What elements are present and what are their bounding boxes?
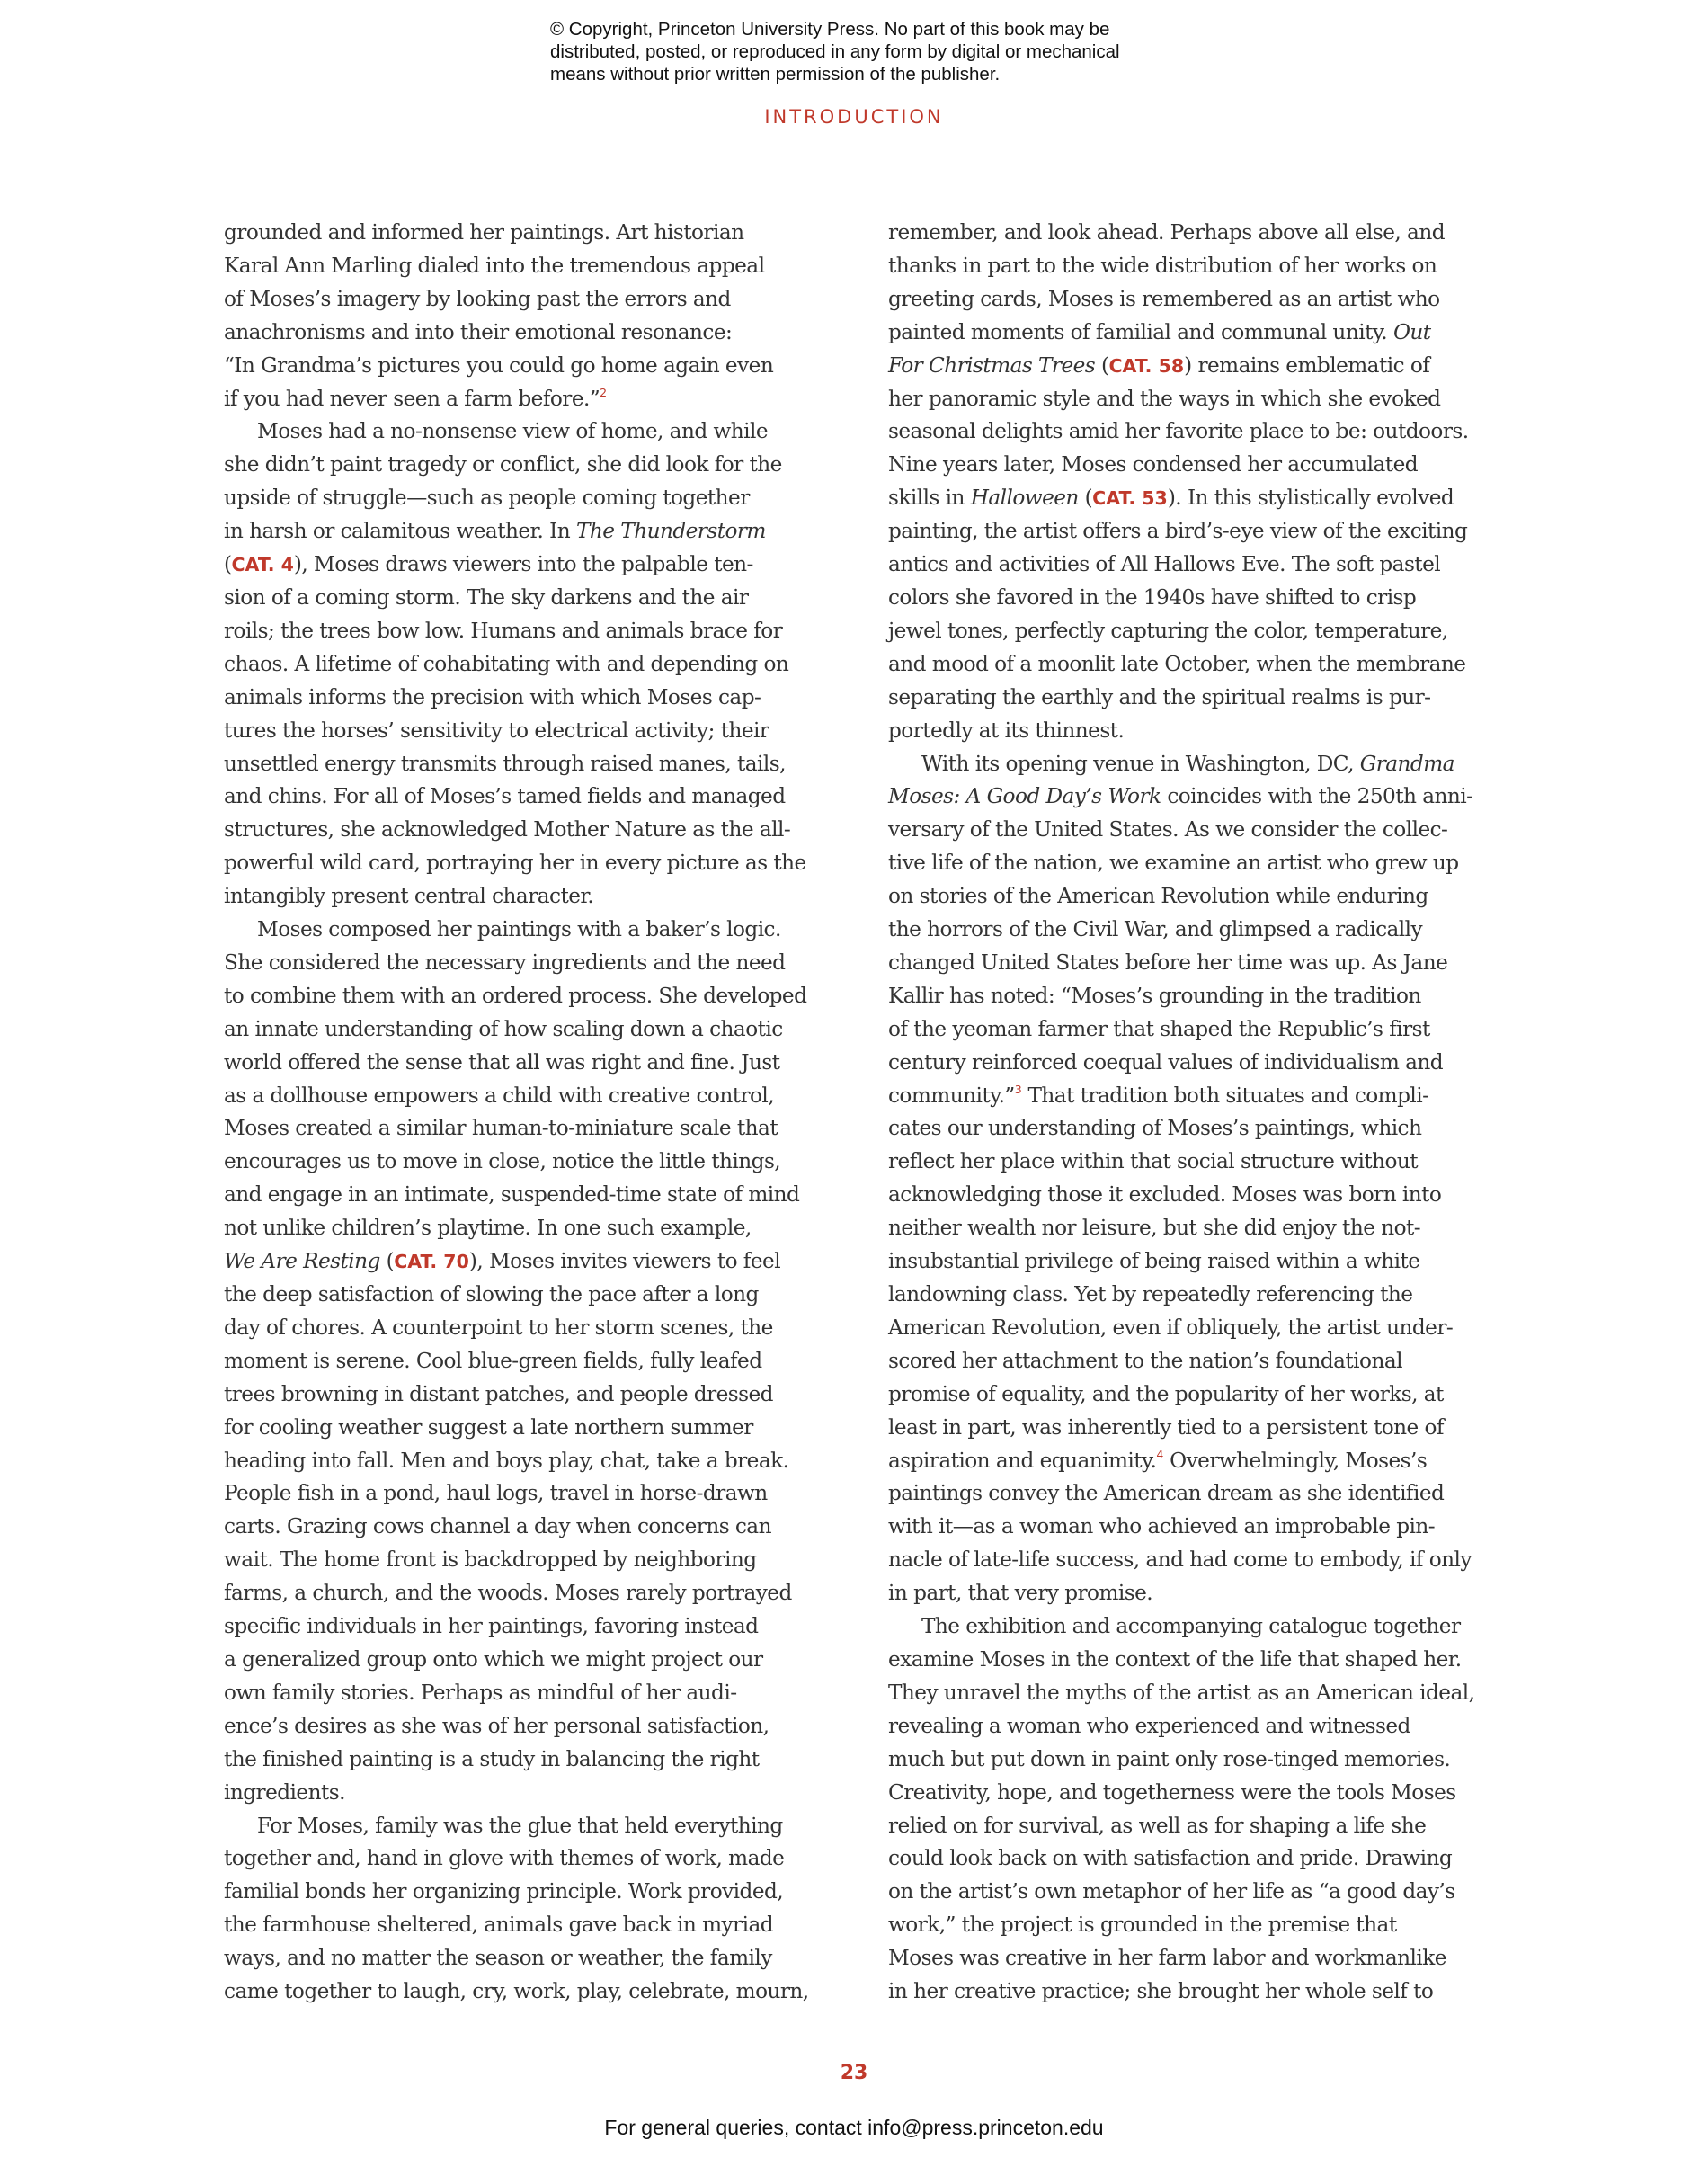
text-line bbox=[888, 1212, 1508, 1245]
text-line bbox=[888, 1080, 1508, 1113]
text-segment: revealing a woman who experienced and witnessed bbox=[888, 1713, 1410, 1738]
text-segment: antics and activities of All Hallows Eve. The soft pastel bbox=[888, 552, 1441, 577]
text-line bbox=[888, 1412, 1508, 1445]
text-line bbox=[888, 283, 1508, 317]
text-segment: examine Moses in the context of the life that shaped her. bbox=[888, 1646, 1462, 1672]
text-segment: not unlike children’s playtime. In one such example, bbox=[224, 1216, 752, 1241]
text-line bbox=[224, 847, 844, 880]
text-line bbox=[888, 515, 1508, 548]
text-line bbox=[888, 1146, 1508, 1179]
text-line bbox=[888, 415, 1508, 449]
text-line bbox=[224, 1212, 844, 1245]
text-segment: separating the earthly and the spiritual realms is pur- bbox=[888, 684, 1431, 709]
text-segment: relied on for survival, as well as for shaping a life she bbox=[888, 1813, 1427, 1838]
text-line bbox=[224, 1677, 844, 1710]
text-line bbox=[888, 1279, 1508, 1312]
text-segment: Karal Ann Marling dialed into the tremendous appeal bbox=[224, 253, 765, 278]
text-segment: in her creative practice; she brought her whole self to bbox=[888, 1979, 1434, 2004]
text-segment: roils; the trees bow low. Humans and animals brace for bbox=[224, 618, 783, 643]
text-line bbox=[888, 1112, 1508, 1146]
text-line bbox=[224, 1544, 844, 1577]
text-segment: nacle of late-life success, and had come to embody, if only bbox=[888, 1547, 1472, 1573]
text-line bbox=[888, 1810, 1508, 1843]
text-line bbox=[224, 1710, 844, 1743]
text-segment: colors she favored in the 1940s have shifted to crisp bbox=[888, 584, 1417, 610]
text-segment: ( bbox=[1078, 486, 1093, 511]
text-segment: much but put down in paint only rose-tinged memories. bbox=[888, 1746, 1451, 1771]
text-line bbox=[224, 682, 844, 715]
text-segment: the deep satisfaction of slowing the pace after a long bbox=[224, 1282, 759, 1306]
text-segment: For Moses, family was the glue that held everything bbox=[257, 1813, 783, 1838]
text-line bbox=[888, 914, 1508, 947]
text-segment: ways, and no matter the season or weather, the family bbox=[224, 1946, 772, 1971]
text-line bbox=[224, 1644, 844, 1677]
text-segment: wait. The home front is backdropped by neighboring bbox=[224, 1547, 757, 1573]
text-segment: Overwhelmingly, Moses’s bbox=[1163, 1448, 1428, 1473]
text-line bbox=[224, 217, 844, 250]
text-segment: the finished painting is a study in balancing the right bbox=[224, 1746, 760, 1771]
text-segment: intangibly present central character. bbox=[224, 884, 594, 909]
text-segment: in part, that very promise. bbox=[888, 1581, 1153, 1606]
text-segment: day of chores. A counterpoint to her storm scenes, the bbox=[224, 1315, 773, 1340]
text-line bbox=[888, 847, 1508, 880]
text-line bbox=[888, 648, 1508, 682]
text-segment: American Revolution, even if obliquely, the artist under- bbox=[888, 1315, 1454, 1340]
text-line bbox=[224, 548, 844, 582]
text-line bbox=[224, 1312, 844, 1345]
text-line bbox=[224, 317, 844, 350]
text-line bbox=[224, 1013, 844, 1047]
text-segment: moment is serene. Cool blue-green fields, fully leafed bbox=[224, 1348, 762, 1373]
text-segment: The exhibition and accompanying catalogue together bbox=[921, 1614, 1461, 1639]
text-line bbox=[888, 1942, 1508, 1975]
text-segment: came together to laugh, cry, work, play, celebrate, mourn, bbox=[224, 1979, 809, 2004]
text-segment: she didn’t paint tragedy or conflict, she did look for the bbox=[224, 452, 782, 477]
text-segment: That tradition both situates and compli- bbox=[1021, 1083, 1429, 1108]
catalogue-reference[interactable]: CAT. 70 bbox=[394, 1251, 469, 1273]
text-line bbox=[888, 682, 1508, 715]
text-segment: on stories of the American Revolution while enduring bbox=[888, 884, 1428, 909]
text-segment: community.” bbox=[888, 1083, 1015, 1108]
text-line bbox=[888, 383, 1508, 416]
text-segment: grounded and informed her paintings. Art historian bbox=[224, 220, 744, 245]
text-segment: as a dollhouse empowers a child with creative control, bbox=[224, 1083, 775, 1108]
text-segment: tive life of the nation, we examine an artist who grew up bbox=[888, 851, 1459, 876]
text-segment: coincides with the 250th anni- bbox=[1161, 784, 1473, 809]
text-segment: trees browning in distant patches, and people dressed bbox=[224, 1381, 773, 1406]
text-line bbox=[888, 482, 1508, 515]
text-segment: Kallir has noted: “Moses’s grounding in the tradition bbox=[888, 983, 1421, 1008]
text-segment: acknowledging those it excluded. Moses was born into bbox=[888, 1182, 1442, 1208]
text-line bbox=[224, 980, 844, 1013]
text-line bbox=[888, 1909, 1508, 1942]
text-segment: chaos. A lifetime of cohabitating with and depending on bbox=[224, 651, 789, 676]
text-line bbox=[888, 1842, 1508, 1876]
text-line bbox=[224, 1777, 844, 1810]
text-segment: Creativity, hope, and togetherness were the tools Moses bbox=[888, 1779, 1456, 1805]
text-segment: ( bbox=[224, 552, 232, 577]
text-segment: world offered the sense that all was right and fine. Just bbox=[224, 1049, 780, 1075]
text-segment: in harsh or calamitous weather. In bbox=[224, 519, 576, 544]
text-line bbox=[224, 1876, 844, 1909]
text-segment: seasonal delights amid her favorite place to be: outdoors. bbox=[888, 419, 1469, 444]
text-line bbox=[224, 1146, 844, 1179]
text-line bbox=[224, 582, 844, 615]
text-segment: ence’s desires as she was of her personal satisfaction, bbox=[224, 1713, 769, 1738]
text-segment: Moses created a similar human-to-miniature scale that bbox=[224, 1116, 778, 1141]
text-line bbox=[224, 1345, 844, 1378]
text-segment: if you had never seen a farm before.” bbox=[224, 386, 600, 411]
text-segment: promise of equality, and the popularity of her works, at bbox=[888, 1381, 1444, 1406]
text-line bbox=[888, 1312, 1508, 1345]
text-segment: century reinforced coequal values of individualism and bbox=[888, 1049, 1444, 1075]
text-segment: They unravel the myths of the artist as an American ideal, bbox=[888, 1680, 1475, 1705]
text-line bbox=[888, 1445, 1508, 1478]
text-segment: her panoramic style and the ways in which she evoked bbox=[888, 386, 1441, 411]
text-segment: Nine years later, Moses condensed her accumulated bbox=[888, 452, 1419, 477]
text-line bbox=[224, 250, 844, 283]
text-line bbox=[224, 1245, 844, 1279]
text-line bbox=[888, 217, 1508, 250]
text-segment: tures the horses’ sensitivity to electrical activity; their bbox=[224, 718, 769, 743]
text-segment: to combine them with an ordered process. She developed bbox=[224, 983, 807, 1008]
catalogue-reference[interactable]: CAT. 4 bbox=[231, 554, 294, 576]
text-segment: unsettled energy transmits through raised manes, tails, bbox=[224, 751, 786, 776]
text-segment: together and, hand in glove with themes of work, made bbox=[224, 1846, 785, 1871]
text-line bbox=[224, 715, 844, 748]
copyright-line: distributed, posted, or reproduced in any form by digital or mechanical bbox=[550, 41, 1120, 62]
text-line bbox=[224, 482, 844, 515]
text-line bbox=[888, 814, 1508, 847]
text-line bbox=[888, 1677, 1508, 1710]
text-segment: ), Moses draws viewers into the palpable ten- bbox=[293, 552, 753, 577]
copyright-line: means without prior written permission of the publisher. bbox=[550, 64, 1001, 85]
text-segment: aspiration and equanimity. bbox=[888, 1448, 1157, 1473]
text-segment: ( bbox=[379, 1249, 395, 1274]
text-line bbox=[224, 814, 844, 847]
text-line bbox=[224, 780, 844, 814]
text-segment: reflect her place within that social structure without bbox=[888, 1149, 1419, 1174]
text-segment: of the yeoman farmer that shaped the Republic’s first bbox=[888, 1016, 1430, 1041]
text-line bbox=[224, 947, 844, 980]
text-line bbox=[888, 1743, 1508, 1777]
text-segment: painted moments of familial and communal unity. bbox=[888, 319, 1393, 344]
text-line bbox=[224, 1279, 844, 1312]
text-segment: the farmhouse sheltered, animals gave back in myriad bbox=[224, 1913, 774, 1938]
text-line bbox=[224, 1909, 844, 1942]
copyright-notice bbox=[550, 18, 1179, 85]
text-segment: and mood of a moonlit late October, when the membrane bbox=[888, 651, 1466, 676]
text-segment: and engage in an intimate, suspended-time state of mind bbox=[224, 1182, 800, 1208]
text-segment: of Moses’s imagery by looking past the errors and bbox=[224, 286, 731, 311]
text-segment: familial bonds her organizing principle. Work provided, bbox=[224, 1879, 784, 1904]
text-line bbox=[224, 880, 844, 914]
text-segment: versary of the United States. As we consider the collec- bbox=[888, 817, 1448, 843]
text-line bbox=[888, 250, 1508, 283]
text-line bbox=[224, 1378, 844, 1412]
text-segment: neither wealth nor leisure, but she did enjoy the not- bbox=[888, 1216, 1421, 1241]
text-line bbox=[224, 1412, 844, 1445]
text-line bbox=[888, 350, 1508, 383]
text-line bbox=[224, 415, 844, 449]
text-line bbox=[888, 548, 1508, 582]
footnote-marker[interactable]: 4 bbox=[1156, 1447, 1164, 1461]
text-line bbox=[224, 1445, 844, 1478]
text-segment: structures, she acknowledged Mother Nature as the all- bbox=[224, 817, 791, 843]
text-line bbox=[888, 1777, 1508, 1810]
catalogue-reference[interactable]: CAT. 53 bbox=[1092, 487, 1168, 510]
text-line bbox=[224, 1942, 844, 1975]
text-segment: specific individuals in her paintings, favoring instead bbox=[224, 1614, 759, 1639]
text-line bbox=[888, 317, 1508, 350]
artwork-title: Grandma bbox=[1359, 751, 1454, 776]
text-line bbox=[888, 1577, 1508, 1610]
text-line bbox=[224, 515, 844, 548]
text-line bbox=[224, 1112, 844, 1146]
text-line bbox=[224, 615, 844, 648]
text-line bbox=[888, 1179, 1508, 1212]
text-line bbox=[224, 449, 844, 482]
text-segment: portedly at its thinnest. bbox=[888, 718, 1125, 743]
text-segment: least in part, was inherently tied to a persistent tone of bbox=[888, 1414, 1444, 1440]
text-segment: jewel tones, perfectly capturing the color, temperature, bbox=[888, 618, 1448, 643]
text-segment: ) remains emblematic of bbox=[1184, 352, 1430, 378]
text-segment: changed United States before her time was up. As Jane bbox=[888, 950, 1448, 975]
text-line bbox=[888, 1975, 1508, 2009]
text-segment: remember, and look ahead. Perhaps above all else, and bbox=[888, 220, 1446, 245]
text-line bbox=[888, 1544, 1508, 1577]
text-segment: Moses was creative in her farm labor and workmanlike bbox=[888, 1946, 1446, 1971]
text-line bbox=[888, 880, 1508, 914]
text-segment: farms, a church, and the woods. Moses rarely portrayed bbox=[224, 1581, 792, 1606]
artwork-title: The Thunderstorm bbox=[575, 519, 766, 544]
text-segment: with it—as a woman who achieved an improbable pin- bbox=[888, 1514, 1436, 1539]
page-number: 23 bbox=[840, 2062, 868, 2084]
text-line bbox=[224, 914, 844, 947]
text-line bbox=[888, 1876, 1508, 1909]
copyright-line: © Copyright, Princeton University Press. No part of this book may be bbox=[550, 19, 1110, 40]
text-segment: carts. Grazing cows channel a day when concerns can bbox=[224, 1514, 771, 1539]
text-line bbox=[224, 1810, 844, 1843]
text-segment: ), Moses invites viewers to feel bbox=[468, 1249, 781, 1274]
left-text-column bbox=[224, 217, 844, 2009]
text-segment: anachronisms and into their emotional resonance: bbox=[224, 319, 733, 344]
text-segment: Moses had a no-nonsense view of home, and while bbox=[257, 419, 769, 444]
text-segment: sion of a coming storm. The sky darkens and the air bbox=[224, 584, 749, 610]
footer-contact: For general queries, contact info@press.princeton.edu bbox=[604, 2116, 1104, 2139]
text-line bbox=[888, 780, 1508, 814]
artwork-title: Moses: A Good Day’s Work bbox=[888, 784, 1161, 809]
text-segment: a generalized group onto which we might project our bbox=[224, 1646, 763, 1672]
text-line bbox=[224, 1975, 844, 2009]
text-segment: greeting cards, Moses is remembered as an artist who bbox=[888, 286, 1440, 311]
text-line bbox=[224, 283, 844, 317]
text-segment: an innate understanding of how scaling down a chaotic bbox=[224, 1016, 783, 1041]
text-segment: animals informs the precision with which Moses cap- bbox=[224, 684, 761, 709]
text-line bbox=[224, 1743, 844, 1777]
text-line bbox=[888, 1477, 1508, 1511]
footnote-marker[interactable]: 3 bbox=[1014, 1082, 1022, 1096]
text-segment: People fish in a pond, haul logs, travel in horse-drawn bbox=[224, 1481, 768, 1506]
catalogue-reference[interactable]: CAT. 58 bbox=[1108, 354, 1185, 377]
artwork-title: We Are Resting bbox=[224, 1249, 380, 1274]
text-line bbox=[224, 1842, 844, 1876]
text-line bbox=[888, 1345, 1508, 1378]
text-line bbox=[224, 1047, 844, 1080]
text-segment: She considered the necessary ingredients and the need bbox=[224, 950, 786, 975]
footnote-marker[interactable]: 2 bbox=[600, 385, 608, 399]
text-line bbox=[888, 1245, 1508, 1279]
text-segment: skills in bbox=[888, 486, 971, 511]
text-segment: ( bbox=[1095, 352, 1109, 378]
text-segment: paintings convey the American dream as she identified bbox=[888, 1481, 1445, 1506]
right-text-column bbox=[888, 217, 1508, 2009]
text-line bbox=[224, 748, 844, 781]
text-segment: Moses composed her paintings with a baker’s logic. bbox=[257, 917, 781, 942]
artwork-title: Halloween bbox=[970, 486, 1079, 511]
text-segment: landowning class. Yet by repeatedly referencing the bbox=[888, 1282, 1413, 1306]
text-line bbox=[224, 383, 844, 416]
text-line bbox=[224, 1179, 844, 1212]
text-line bbox=[888, 1644, 1508, 1677]
text-line bbox=[888, 1610, 1508, 1644]
artwork-title: Out bbox=[1392, 319, 1431, 344]
text-segment: heading into fall. Men and boys play, chat, take a break. bbox=[224, 1448, 789, 1473]
text-line bbox=[888, 1511, 1508, 1544]
text-line bbox=[224, 1511, 844, 1544]
text-line bbox=[224, 1477, 844, 1511]
text-line bbox=[224, 350, 844, 383]
text-line bbox=[888, 1710, 1508, 1743]
text-segment: and chins. For all of Moses’s tamed fields and managed bbox=[224, 784, 786, 809]
text-segment: for cooling weather suggest a late northern summer bbox=[224, 1414, 753, 1440]
running-head: INTRODUCTION bbox=[764, 106, 944, 128]
artwork-title: For Christmas Trees bbox=[888, 352, 1096, 378]
text-line bbox=[888, 1378, 1508, 1412]
text-segment: “In Grandma’s pictures you could go home again even bbox=[224, 352, 774, 378]
text-segment: upside of struggle—such as people coming together bbox=[224, 486, 750, 511]
text-segment: scored her attachment to the nation’s foundational bbox=[888, 1348, 1402, 1373]
text-segment: thanks in part to the wide distribution of her works on bbox=[888, 253, 1437, 278]
text-line bbox=[224, 1577, 844, 1610]
text-segment: the horrors of the Civil War, and glimpsed a radically bbox=[888, 917, 1423, 942]
text-segment: ingredients. bbox=[224, 1779, 345, 1805]
text-line bbox=[224, 648, 844, 682]
text-segment: powerful wild card, portraying her in every picture as the bbox=[224, 851, 806, 876]
text-segment: With its opening venue in Washington, DC, bbox=[921, 751, 1360, 776]
text-segment: work,” the project is grounded in the premise that bbox=[888, 1913, 1397, 1938]
text-line bbox=[888, 1047, 1508, 1080]
text-segment: ). In this stylistically evolved bbox=[1167, 486, 1454, 511]
text-segment: could look back on with satisfaction and pride. Drawing bbox=[888, 1846, 1453, 1871]
text-line bbox=[888, 615, 1508, 648]
text-segment: painting, the artist offers a bird’s-eye view of the exciting bbox=[888, 519, 1468, 544]
text-line bbox=[888, 1013, 1508, 1047]
text-segment: cates our understanding of Moses’s paintings, which bbox=[888, 1116, 1422, 1141]
text-line bbox=[888, 582, 1508, 615]
text-line bbox=[224, 1080, 844, 1113]
text-line bbox=[224, 1610, 844, 1644]
text-segment: on the artist’s own metaphor of her life as “a good day’s bbox=[888, 1879, 1455, 1904]
text-line bbox=[888, 947, 1508, 980]
text-segment: own family stories. Perhaps as mindful of her audi- bbox=[224, 1680, 737, 1705]
text-segment: insubstantial privilege of being raised within a white bbox=[888, 1249, 1420, 1274]
text-line bbox=[888, 715, 1508, 748]
text-line bbox=[888, 449, 1508, 482]
text-segment: encourages us to move in close, notice the little things, bbox=[224, 1149, 781, 1174]
text-line bbox=[888, 748, 1508, 781]
text-line bbox=[888, 980, 1508, 1013]
